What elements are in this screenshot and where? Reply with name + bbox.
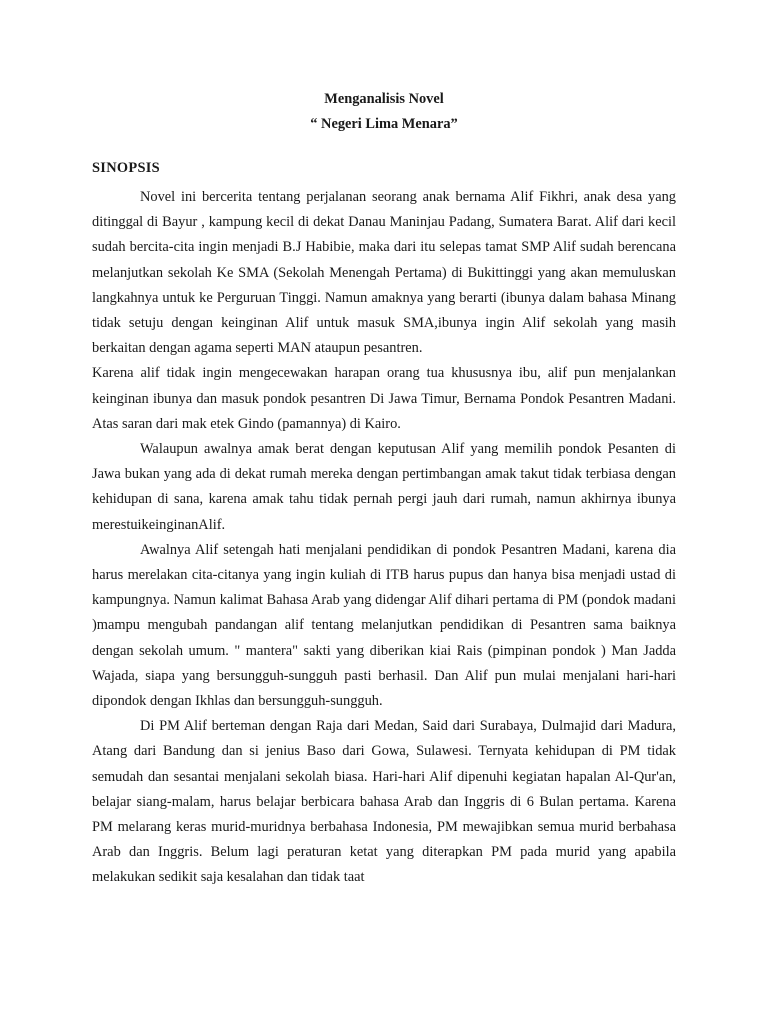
paragraph-4: Awalnya Alif setengah hati menjalani pendidikan di pondok Pesantren Madani, karena dia harus merelakan cita-citanya yang ingin kuliah di ITB harus pupus dan hanya bisa menjadi ustad di kampungnya. Namun kalimat Bahasa Arab yang didengar Alif dihari pertama di PM (pondok madani )mampu mengubah pandangan alif tentang melanjutkan pendidikan di Pesantren sama baiknya dengan sekolah umum. " mantera" sakti yang diberikan kiai Rais (pimpinan pondok ) Man Jadda Wajada, siapa yang bersungguh-sungguh pasti berhasil. Dan Alif pun mulai menjalani hari-hari dipondok dengan Ikhlas dan bersungguh-sungguh.: [92, 541, 676, 710]
title-line-1: Menganalisis Novel: [324, 91, 444, 107]
title-line-2: “ Negeri Lima Menara”: [310, 116, 458, 132]
paragraph-1: Novel ini bercerita tentang perjalanan seorang anak bernama Alif Fikhri, anak desa yang ditinggal di Bayur , kampung kecil di dekat Danau Maninjau Padang, Sumatera Barat. Alif dari kecil sudah bercita-cita ingin menjadi B.J Habibie, maka dari itu selepas tamat SMP Alif sudah berencana melanjutkan sekolah Ke SMA (Sekolah Menengah Pertama) di Bukittinggi yang akan memuluskan langkahnya untuk ke Perguruan Tinggi. Namun amaknya yang berarti (ibunya dalam bahasa Minang tidak setuju dengan keinginan Alif untuk masuk SMA,ibunya ingin Alif sekolah yang masih berkaitan dengan agama seperti MAN ataupun pesantren.: [92, 189, 676, 357]
document-title: [92, 87, 676, 137]
paragraph-3: Walaupun awalnya amak berat dengan keputusan Alif yang memilih pondok Pesanten di Jawa bukan yang ada di dekat rumah mereka dengan pertimbangan amak takut tidak terbiasa dengan kehidupan di sana, karena amak tahu tidak pernah pergi jauh dari rumah, namun akhirnya ibunya merestuikeinginanAlif.: [92, 441, 676, 533]
section-heading: SINOPSIS: [92, 160, 160, 176]
paragraph-5: Di PM Alif berteman dengan Raja dari Medan, Said dari Surabaya, Dulmajid dari Madura, Atang dari Bandung dan si jenius Baso dari Gowa, Sulawesi. Ternyata kehidupan di PM tidak semudah dan sesantai menjalani sekolah biasa. Hari-hari Alif dipenuhi kegiatan hapalan Al-Qur'an, belajar siang-malam, harus belajar berbicara bahasa Arab dan Inggris di 6 Bulan pertama. Karena PM melarang keras murid-muridnya berbahasa Indonesia, PM mewajibkan semua murid berbahasa Arab dan Inggris. Belum lagi peraturan ketat yang diterapkan PM pada murid yang apabila melakukan sedikit saja kesalahan dan tidak taat: [92, 718, 676, 886]
document-body: [92, 185, 676, 891]
paragraph-2: Karena alif tidak ingin mengecewakan harapan orang tua khususnya ibu, alif pun menjalankan keinginan ibunya dan masuk pondok pesantren Di Jawa Timur, Bernama Pondok Pesantren Madani. Atas saran dari mak etek Gindo (pamannya) di Kairo.: [92, 365, 676, 432]
